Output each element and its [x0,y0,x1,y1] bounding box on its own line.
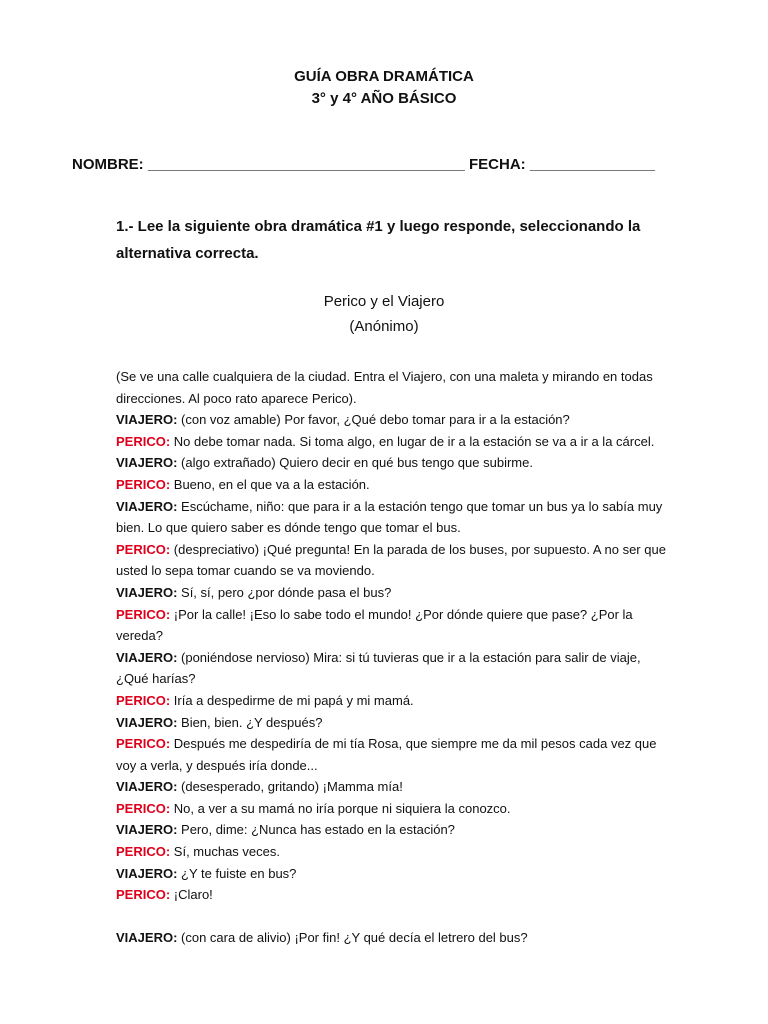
dialogue-text: Pero, dime: ¿Nunca has estado en la estación? [177,822,455,838]
dialogue-line [116,647,676,690]
speaker-viajero: VIAJERO: [116,412,178,428]
play-script [116,366,676,949]
dialogue-line [116,884,676,906]
dialogue-line [116,496,676,539]
speaker-viajero: VIAJERO: [116,584,178,600]
dialogue-text: Escúchame, niño: que para ir a la estación tengo que tomar un bus ya lo sabía muy bien. Lo que quiero saber es dónde tengo que tomar el bus. [116,498,663,536]
speaker-perico: PERICO: [116,433,171,449]
dialogue-text: (algo extrañado) Quiero decir en qué bus tengo que subirme. [177,455,533,471]
play-title: Perico y el Viajero [323,293,445,310]
dialogue-text: No debe tomar nada. Si toma algo, en lugar de ir a la estación se va a ir a la cárcel. [170,433,655,449]
speaker-viajero: VIAJERO: [116,822,178,838]
dialogue-text: (con cara de alivio) ¡Por fin! ¿Y qué decía el letrero del bus? [177,930,528,946]
speaker-viajero: VIAJERO: [116,455,178,471]
dialogue-text: Bueno, en el que va a la estación. [170,476,370,492]
speaker-perico: PERICO: [116,844,171,860]
dialogue-line [116,927,676,949]
dialogue-line [116,863,676,885]
dialogue-line [116,582,676,604]
dialogue-line [116,409,676,431]
dialogue-text: (poniéndose nervioso) Mira: si tú tuvieras que ir a la estación para salir de viaje, ¿Qué harías? [116,649,641,687]
dialogue-line [116,776,676,798]
dialogue-text: No, a ver a su mamá no iría porque ni siquiera la conozco. [170,800,511,816]
dialogue-line [116,712,676,734]
speaker-viajero: VIAJERO: [116,498,178,514]
play-author: (Anónimo) [349,318,419,335]
dialogue-line [116,431,676,453]
dialogue-line [116,539,676,582]
dialogue-text: Iría a despedirme de mi papá y mi mamá. [170,692,414,708]
speaker-perico: PERICO: [116,476,171,492]
dialogue-line [116,604,676,647]
speaker-perico: PERICO: [116,606,171,622]
dialogue-line [116,690,676,712]
question-1: 1.- Lee la siguiente obra dramática #1 y luego responde, seleccionando la alternativa correcta. [116,218,641,262]
speaker-viajero: VIAJERO: [116,779,178,795]
document-subtitle: 3° y 4° AÑO BÁSICO [311,90,457,107]
stage-direction: (Se ve una calle cualquiera de la ciudad. Entra el Viajero, con una maleta y mirando en todas direcciones. Al poco rato aparece Perico). [116,369,653,406]
dialogue-text: (con voz amable) Por favor, ¿Qué debo tomar para ir a la estación? [177,412,570,428]
speaker-perico: PERICO: [116,887,171,903]
dialogue-line [116,474,676,496]
dialogue-text: Después me despediría de mi tía Rosa, que siempre me da mil pesos cada vez que voy a verla, y después iría donde... [116,736,657,773]
dialogue-text: Sí, muchas veces. [170,844,280,860]
speaker-viajero: VIAJERO: [116,649,178,665]
speaker-viajero: VIAJERO: [116,930,178,946]
speaker-perico: PERICO: [116,541,171,557]
dialogue-line [116,819,676,841]
speaker-viajero: VIAJERO: [116,865,178,881]
dialogue-line [116,733,676,776]
dialogue-text: (despreciativo) ¡Qué pregunta! En la parada de los buses, por supuesto. A no ser que usted lo sepa tomar cuando se va moviendo. [116,541,666,579]
dialogue-text: ¡Claro! [170,887,213,903]
name-date-line: NOMBRE: ______________________________________ FECHA: _______________ [72,156,655,173]
dialogue-text: ¿Y te fuiste en bus? [177,865,297,881]
dialogue-line [116,798,676,820]
speaker-perico: PERICO: [116,800,171,816]
dialogue-text: (desesperado, gritando) ¡Mamma mía! [177,779,403,795]
speaker-viajero: VIAJERO: [116,714,178,730]
dialogue-line [116,452,676,474]
dialogue-text: Bien, bien. ¿Y después? [177,714,323,730]
paragraph-gap [116,906,676,928]
speaker-perico: PERICO: [116,736,171,752]
speaker-perico: PERICO: [116,692,171,708]
dialogue-line [116,841,676,863]
dialogue-text: Sí, sí, pero ¿por dónde pasa el bus? [177,584,392,600]
document-title: GUÍA OBRA DRAMÁTICA [294,68,474,85]
dialogue-text: ¡Por la calle! ¡Eso lo sabe todo el mundo! ¿Por dónde quiere que pase? ¿Por la vereda? [116,606,633,644]
